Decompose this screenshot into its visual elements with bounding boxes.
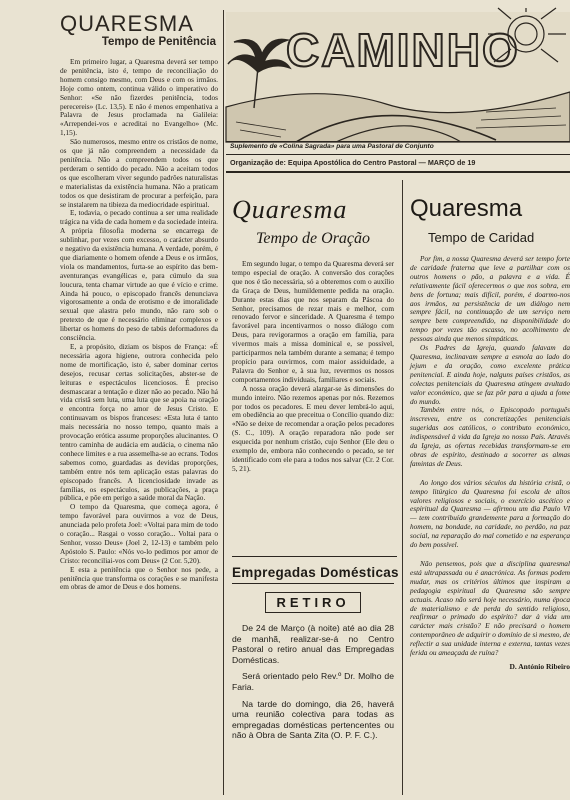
article-title-caridade: Quaresma <box>410 195 523 222</box>
masthead-rule <box>226 171 570 173</box>
paragraph: Também entre nós, o Episcopado português inscreveu, entre os concretizações penitenciais sugeridas aos católicos, o contributo económico, indispensável à vida da Igreja no nosso País. Através da Igreja, as ofertas recebidas transformam-se em obras de espírito, destinado a socorrer as almas famintas de Deus. <box>410 405 570 468</box>
column-oracao <box>232 195 394 473</box>
article-title-oracao: Quaresma <box>232 195 348 224</box>
masthead-illustration <box>226 12 570 142</box>
masthead-rule <box>226 141 570 142</box>
paragraph: E, a propósito, diziam os bispos de França: «É necessária agora higiene, outrora conhecida pelo nome de mortificação, isto é, saber dominar certos desejos, recusar certas solicitações, abster-se de leituras e espectáculos licenciosos. É preciso desmascarar a tentação e dizer não ao pecado. Não há vida cristã sem luta, uma luta que se apoia na oração e encontra força no amor de Jesus Cristo. E continuavam os bispos franceses: «Esta luta é tanto mais necessária no nosso tempo, quanto mais a provocação erótica assume proporções alucinantes. O tentro caminha de audácia em audácia, o cinema não conhece limites e a rua assemelha-se ao ecrans. Todos sabemos como, guardadas as devidas proporções, também entre nós tem aplicação estas palavras do episcopado francês. A licenciosidade invade as famílias, os espectáculos, as publicações, a praça pública, e põe em perigo a saúde moral da Nação. <box>60 342 218 503</box>
masthead-rule <box>226 154 570 155</box>
paragraph: O tempo da Quaresma, que começa agora, é tempo favorável para ouvirmos a voz de Deus, anunciada pelo profeta Joel: «Voltai para mim de todo o coração... Rasgai o vosso coração... Voltai para o Senhor, vosso Deus» (Joel 2, 12-13) e também pelo Apóstolo S. Paulo: «Nós vo-lo pedimos por amor de Cristo: reconciliai-vos com Deus» (2 Cor. 5,20). <box>60 502 218 565</box>
paragraph: Em segundo lugar, o tempo da Quaresma deverá ser tempo especial de oração. A conversão dos corações que nos é tão necessária, só a obteremos com o auxílio da Graça de Deus, humildemente pedida na oração. Durante estas dias que nos separam da Páscoa do Senhor, precisamos de rezar mais e melhor, com renovado fervor e sinceridade. A Quaresma é tempo favorável para incentivarmos o nosso diálogo com Deus, para revigorarmos a oração em família, para vivermos mais a missa dominical e, se possível, participarmos nela também durante a semana; é tempo propício para ouvirmos, com maior assiduidade, a Palavra do Senhor e, à sua luz, revermos os nossos comportamentos individuais, familiares e sociais. <box>232 259 394 384</box>
paragraph: Os Padres da Igreja, quando falavam da Quaresma, inclinavam sempre a esmola ao lado do jejum e da oração, como excelente prática penitencial. E ainda hoje, nalguns países cristãos, as colectas penitenciais da Quaresma atingem avultado valor económico, que se faz pôr para a ajuda a fome do mundo. <box>410 343 570 406</box>
article-subtitle-caridade: Tempo de Caridad <box>428 230 535 245</box>
column-divider <box>223 10 224 795</box>
retiro-notice <box>232 565 399 797</box>
paragraph: Em primeiro lugar, a Quaresma deverá ser tempo de penitência, isto é, tempo de reconciliação do homem consigo mesmo, com Deus e com os irmãos. Hoje como ontem, continua válido o imperativo do Senhor: «Se não fizerdes penitência, todos perecereis» (Lc. 13,5). E não é menos empenhativa a Palavra de Jesus proclamada na Galileia: «Arrependei-vos e acreditai no Evangelho» (Mc. 1,15). <box>60 57 218 138</box>
paragraph: São numerosos, mesmo entre os cristãos de nome, os que já não compreendem a necessidade da penitência. Não a compreendem todos os que perderam o sentido do pecado. Não a aceitam todos os que escolheram viver segundo padrões naturalistas e materialistas da existência humana. Não a praticam todos os que desistiram de procurar a perfeição, para se instalarem na tibieza da mediocridade espiritual. <box>60 137 218 209</box>
article-subtitle-oracao: Tempo de Oração <box>255 230 371 247</box>
notice-label: RETIRO <box>265 592 360 613</box>
masthead <box>226 12 570 142</box>
article-body-penitencia <box>60 58 218 592</box>
section-rule <box>232 556 397 557</box>
paragraph: Na tarde do domingo, dia 26, haverá uma reunião colectiva para todas as empregadas domésticas pertencentes ou não à Obra de Santa Zita (O. P. F. C.). <box>232 698 394 741</box>
paragraph: Ao longo dos vários séculos da história cristã, o tempo litúrgico da Quaresma foi escola de altos valores religiosos e sociais, o exercício ascético e espiritual da Quaresma — afirmou um dia Paulo VI — tem contribuído grandemente para a formação do homem, na bondade, na caridade, no perdão, na paz social, na reparação do mal cometido e na esperança do bem possível. <box>410 477 570 550</box>
paragraph: Não pensemos, pois que a disciplina quaresmal está ultrapassada ou é anacrónica. As formas podem mudar, mas os critérios últimos que inspiram a pedagogia espiritual da Quaresma são sempre actuais. Acaso não será hoje necessário, numa época de materialismo e de perda do sentido religioso, reafirmar o primado do espírito? dar à vida um carácter mais cristão? E não precisará o homem contemporâneo de adquirir o domínio de si mesmo, de reflectir a sua unidade interna e externa, tantas vezes ferida ou ameaçada de ruína? <box>410 559 570 658</box>
article-body-oracao <box>232 260 394 474</box>
column-caridade <box>410 196 570 796</box>
paragraph: De 24 de Março (à noite) até ao dia 28 de manhã, realizar-se-á no Centro Pastoral o retiro anual das Empregadas Domésticas. <box>232 623 394 665</box>
column-penitencia <box>60 10 218 798</box>
paragraph: E, todavia, o pecado continua a ser uma realidade trágica na vida de cada homem e da sociedade inteira. A própria filosofia moderna se encarrega de sublinhar, por vezes com excesso, o carácter absurdo e negativo da existência humana. A verdade, porém, é que diariamente o homem ofende a Deus e os irmãos, viola os mandamentos, furta-se ao espírito das bem-aventuranças evangélicas e, para cúmulo da sua loucura, tenta chamar virtude ao que é vício e crime. Ainda há pouco, o episcopado francês denunciava vigorosamente a onda de erotismo e de imoralidade sexual que alastra pelo mundo, não raro sob o pretexto de que é necessário eliminar complexos e libertar os homens do peso de tabús deformadores da consciência. <box>60 208 218 343</box>
column-divider <box>402 180 403 795</box>
masthead-organization: Organização de: Equipa Apostólica do Centro Pastoral — MARÇO de 19 <box>230 158 476 167</box>
paragraph: Será orientado pelo Rev.º Dr. Molho de Faria. <box>232 671 394 692</box>
paragraph: E esta a penitência que o Senhor nos pede, a penitência que transforma os corações e se manifesta em obras de amor de Deus e dos homens. <box>60 564 218 592</box>
notice-body <box>232 623 394 741</box>
notice-heading: Empregadas Domésticas <box>232 565 394 584</box>
article-title-penitencia: QUARESMA <box>60 11 194 36</box>
masthead-supplement: Suplemento de «Colina Sagrada» para uma Pastoral de Conjunto <box>230 143 434 150</box>
article-body-caridade <box>410 255 570 658</box>
paragraph: Por fim, a nossa Quaresma deverá ser tempo forte de caridade fraterna que leve a partilhar com os outros homens o pão, a palavra e a vida. É relativamente fácil oferecermos o que nos sobra, em bens de fortuna; mais difícil, porém, é doarmo-nos aos irmãos, na persistência de um diálogo nem sempre fácil, na continuação de um serviço nem sempre bem compreendido, na disponibilidade do tempo por vezes tão escasso, no acolhimento de pessoas ainda que menos simpáticas. <box>410 254 570 344</box>
author-signature: D. António Ribeiro <box>509 661 570 671</box>
article-subtitle-penitencia: Tempo de Penitência <box>101 36 216 48</box>
masthead-title: CAMINHO <box>286 24 520 76</box>
paragraph: A nossa oração deverá alargar-se às dimensões do mundo inteiro. Não rezemos apenas por nós. Rezemos por todos os pecadores. E meu dever lembrá-lo aqui, em obediência ao que preceitua o Concílio quando diz: «Não se deixe de recomendar a oração pelos pecadores (S. C., 109). A oração reparadora não pode ser esquecida por nenhum cristão, cujo Senhor (Ele deu o exemplo de, embora não conhecendo o pecado, se ter identificado com ele para a todos nos salvar (Cr. 2 Cor. 5, 21). <box>232 383 394 473</box>
